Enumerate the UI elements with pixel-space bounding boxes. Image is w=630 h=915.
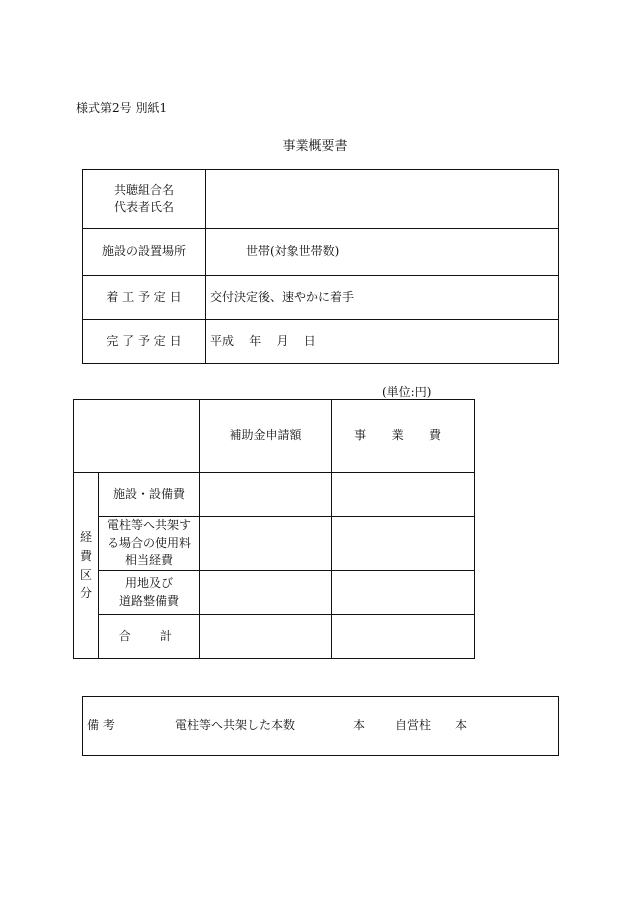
start-date-label: 着 工 予 定 日 <box>83 276 206 320</box>
table-row <box>83 697 559 756</box>
table-row <box>83 170 559 229</box>
pole-sharing-cost-label: 電柱等へ共架す る場合の使用料 相当経費 <box>99 517 200 571</box>
facility-subsidy-field[interactable] <box>200 473 332 517</box>
association-name-label: 共聴組合名 <box>113 182 174 197</box>
shared-pole-count-label: 電柱等へ共架した本数 <box>175 718 296 733</box>
facility-project-cost-field[interactable] <box>332 473 475 517</box>
total-subsidy-field[interactable] <box>200 615 332 659</box>
table-row <box>74 473 475 517</box>
representative-name-label: 代表者氏名 <box>113 200 174 214</box>
shared-pole-unit: 本 <box>353 718 366 733</box>
self-pole-unit: 本 <box>455 718 468 733</box>
association-value-field[interactable] <box>206 170 559 229</box>
header-blank-cell <box>74 400 200 473</box>
completion-date-field[interactable]: 平成 年 月 日 <box>206 320 559 364</box>
table-row <box>74 571 475 615</box>
table-row <box>83 276 559 320</box>
remarks-table <box>82 696 559 756</box>
project-summary-table <box>82 169 559 364</box>
facility-equipment-cost-label: 施設・設備費 <box>99 473 200 517</box>
subsidy-amount-header: 補助金申請額 <box>200 400 332 473</box>
installation-location-field[interactable]: 世帯(対象世帯数) <box>206 229 559 276</box>
table-row <box>83 320 559 364</box>
completion-date-label: 完 了 予 定 日 <box>83 320 206 364</box>
land-road-project-cost-field[interactable] <box>332 571 475 615</box>
total-project-cost-field[interactable] <box>332 615 475 659</box>
association-label-cell <box>83 170 206 229</box>
remarks-label: 備 考 <box>87 718 115 733</box>
unit-label: (単位:円) <box>382 385 432 399</box>
document-title: 事業概要書 <box>282 139 348 154</box>
self-pole-label: 自営柱 <box>395 718 432 733</box>
land-road-cost-label: 用地及び 道路整備費 <box>99 571 200 615</box>
pole-sharing-project-cost-field[interactable] <box>332 517 475 571</box>
cost-category-label: 経 費 区 分 <box>74 473 99 659</box>
table-row <box>74 615 475 659</box>
total-label: 合 計 <box>99 615 200 659</box>
remarks-cell <box>83 697 559 756</box>
cost-breakdown-table <box>73 399 475 659</box>
project-cost-header: 事 業 費 <box>332 400 475 473</box>
table-row <box>83 229 559 276</box>
table-row <box>74 517 475 571</box>
form-number: 様式第2号 別紙1 <box>76 101 168 115</box>
installation-location-label: 施設の設置場所 <box>83 229 206 276</box>
table-row <box>74 400 475 473</box>
start-date-field[interactable]: 交付決定後、速やかに着手 <box>206 276 559 320</box>
pole-sharing-subsidy-field[interactable] <box>200 517 332 571</box>
land-road-subsidy-field[interactable] <box>200 571 332 615</box>
